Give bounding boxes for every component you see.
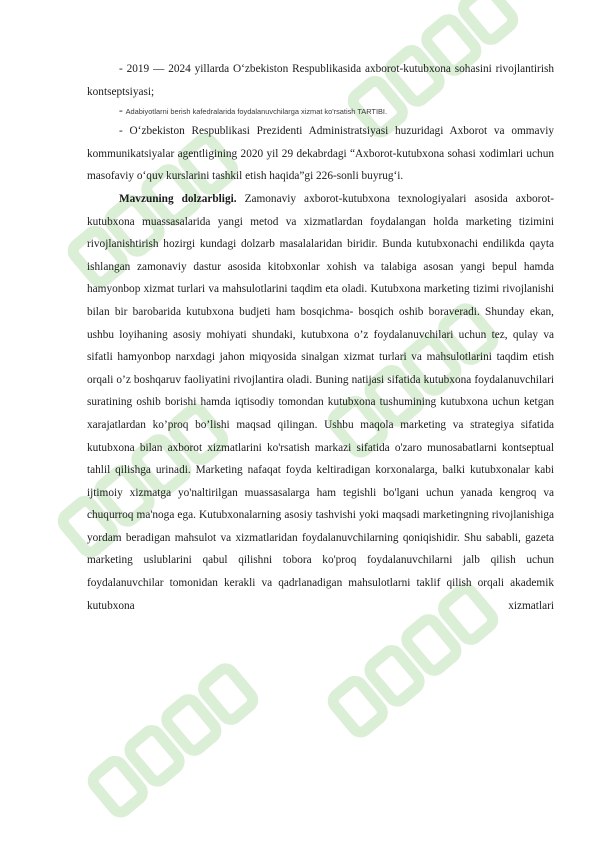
- watermark-glyph: [460, 0, 516, 43]
- relevance-heading: Mavzuning dolzarbligi.: [119, 192, 237, 205]
- watermark-glyph: [164, 696, 220, 753]
- paragraph-service-rules: [87, 103, 554, 120]
- paragraph-concept-2019-2024: - 2019 — 2024 yillarda O‘zbekiston Respublikasida axborot-kutubxona sohasini rivojlantirish kontseptsiyasi;: [87, 63, 554, 98]
- list-dash: -: [119, 105, 126, 118]
- watermark-glyph: [127, 727, 183, 784]
- paragraph-relevance: [87, 188, 554, 617]
- watermark-glyph: [404, 616, 460, 673]
- relevance-text: Zamonaviy axborot-kutubxona texnologiyalari asosida axborot-kutubxona muassasalarida yangi metod va xizmatlardan foydalangan holda marketing tizimini rivojlanishtirish hozirgi kundagi dolzarb masalalaridan biridir. Bunda kutubxonachi endilikda qayta ishlangan zamonaviy dastur asosida kitobxonlar xohish va talabiga asosan yangi bepul hamda hamyonbop xizmat turlari va mahsulotlarini taqdim eta oladi. Kutubxona marketing tizimi rivojlanishi bilan bir barobarida kutubxona budjeti ham bosqichma- bosqich oshib boraveradi. Shunday ekan, ushbu loyihaning asosiy mohiyati shundaki, kutubxona o’z foydalanuvchilari uchun tez, qulay va sifatli hamyonbop narxdagi jahon miqyosida sinalgan xizmat turlari va mahsulotlarini taqdim etish orqali o’z boshqaruv faoliyatini rivojlantira oladi. Buning natijasi sifatida kutubxona foydalanuvchilari suratining oshib borishi hamda iqtisodiy tomondan kutubxona tushumining kutubxona uchun ketgan xarajatlardan ko’proq bo’lishi maqsad qilingan. Ushbu maqola marketing va strategiya sifatida kutubxona bilan axborot xizmatlarini ko'rsatish markazi sifatida o'zaro munosabatlarni kontseptual tahlil qilishga urinadi. Marketing nafaqat foyda keltiradigan korxonalarga, balki kutubxonalar kabi ijtimoiy xizmatga yo'naltirilgan muassasalarga ham tegishli bo'lgani uchun yanada kengroq va chuqurroq ma'noga ega. Kutubxonalarning asosiy tashvishi yoki maqsadi marketingning rivojlanishiga yordam beradigan mahsulot va xizmatlaridan foydalanuvchilarning qoniqishidir. Shu sababli, gazeta marketing uslublarini qabul qilishni tobora ko'proq foydalanuvchilarni jalb qilish uchun foydalanuvchilar tomonidan kerakli va qadrlanadigan mahsulotlarni taklif qilish orqali akademik kutubxona xizmatlari: [87, 192, 554, 612]
- paragraph-agency-order: - O‘zbekiston Respublikasi Prezidenti Administratsiyasi huzuridagi Axborot va ommaviy kommunikatsiyalar agentligining 2020 yil 29 dekabrdagi “Axborot-kutubxona sohasi xodimlari uchun masofaviy o‘quv kurslarini tashkil etish haqida”gi 226-sonli buyrug‘i.: [87, 125, 554, 183]
- watermark-glyph: [330, 678, 386, 735]
- service-rules-text: Adabiyotlarni berish kafedralarida foydalanuvchilarga xizmat ko'rsatish TARTIBI.: [125, 107, 388, 117]
- watermark-glyph: [200, 666, 256, 723]
- watermark-glyph: [90, 758, 146, 815]
- document-body: [87, 58, 554, 617]
- watermark-stamp: [90, 666, 256, 816]
- watermark-glyph: [367, 647, 423, 704]
